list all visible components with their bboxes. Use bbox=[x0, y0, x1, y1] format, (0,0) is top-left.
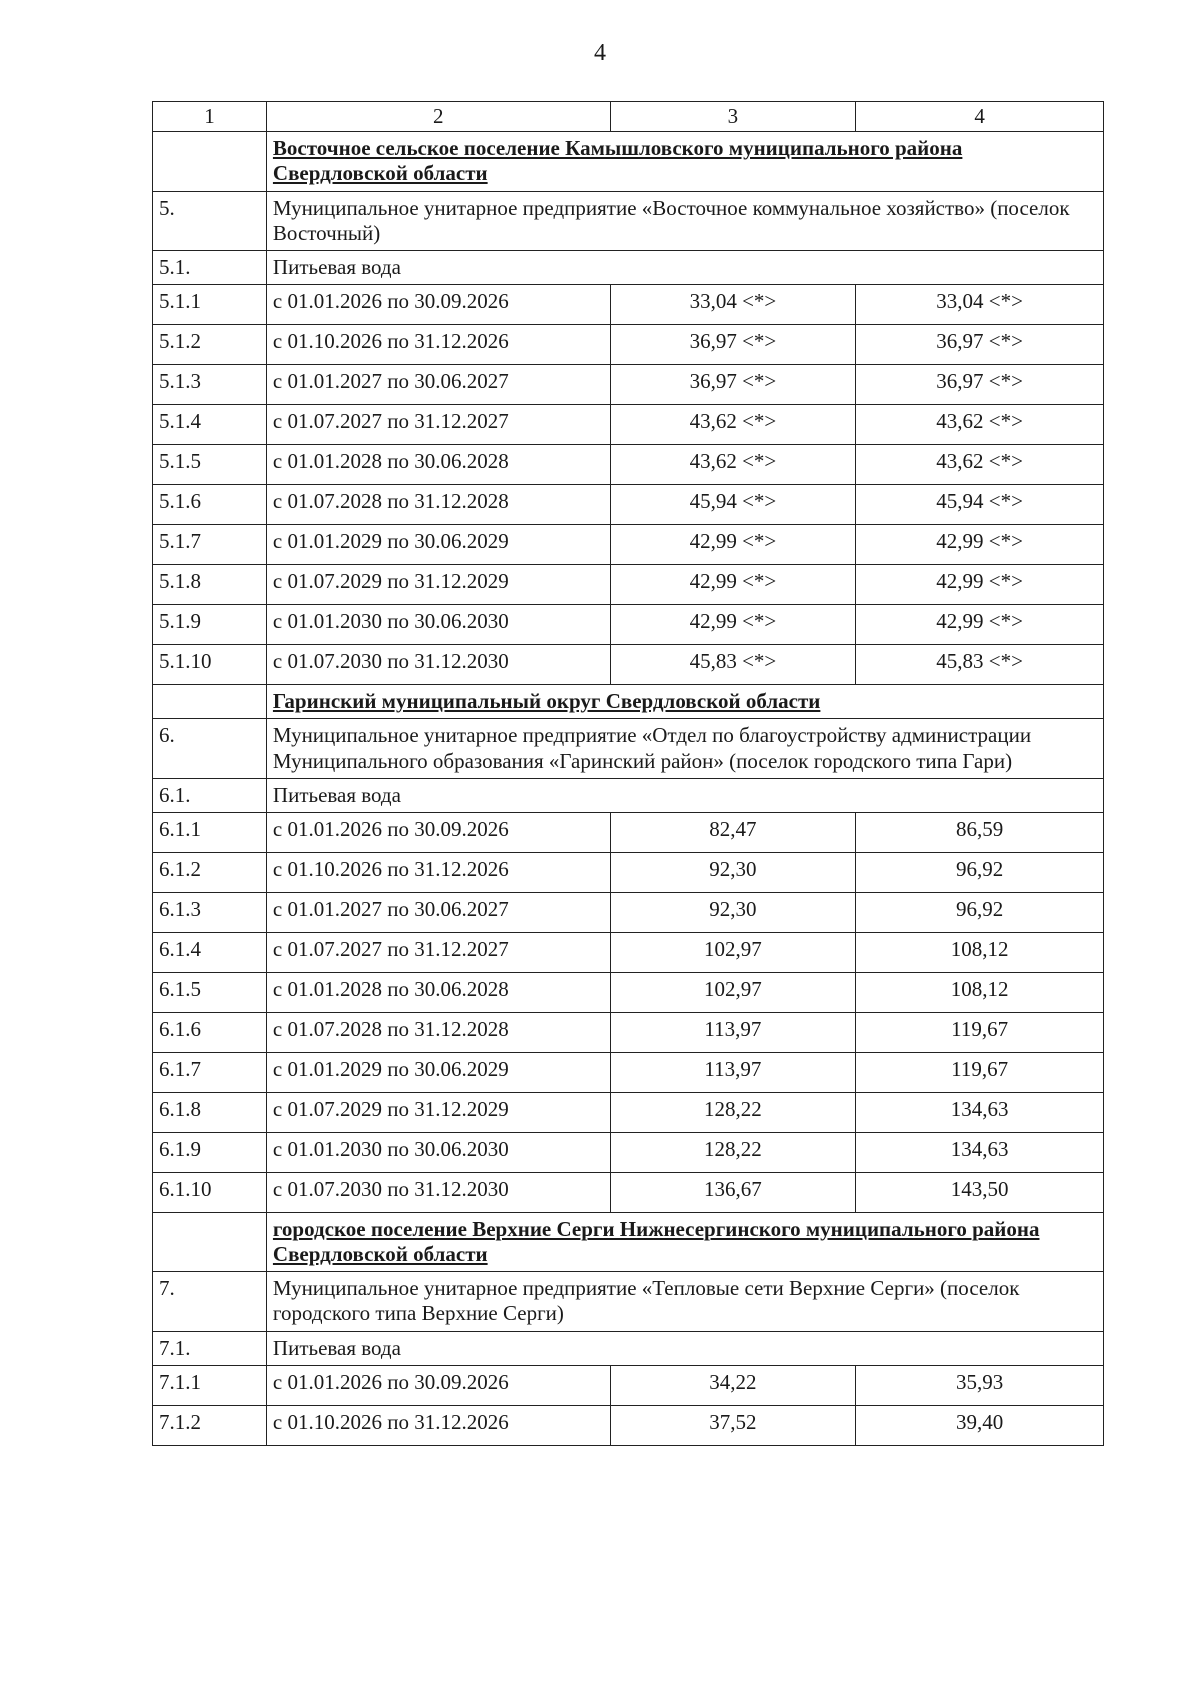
row-number: 6.1.2 bbox=[153, 852, 267, 892]
period-cell: с 01.01.2029 по 30.06.2029 bbox=[266, 525, 610, 565]
tariff-value-col3: 102,97 bbox=[610, 972, 856, 1012]
period-cell: с 01.01.2030 по 30.06.2030 bbox=[266, 1132, 610, 1172]
tariff-value-col3: 113,97 bbox=[610, 1052, 856, 1092]
service-name: Питьевая вода bbox=[266, 1331, 1103, 1365]
tariff-value-col3: 43,62 <*> bbox=[610, 405, 856, 445]
period-cell: с 01.07.2028 по 31.12.2028 bbox=[266, 1012, 610, 1052]
empty-cell bbox=[153, 685, 267, 719]
section-title-row bbox=[153, 685, 1104, 719]
tariff-value-col4: 134,63 bbox=[856, 1092, 1104, 1132]
row-number: 6.1.10 bbox=[153, 1172, 267, 1212]
row-number: 7.1.2 bbox=[153, 1405, 267, 1445]
tariff-value-col4: 43,62 <*> bbox=[856, 445, 1104, 485]
tariff-row bbox=[153, 645, 1104, 685]
page-number: 4 bbox=[594, 40, 606, 66]
tariff-value-col3: 128,22 bbox=[610, 1092, 856, 1132]
tariff-value-col3: 33,04 <*> bbox=[610, 285, 856, 325]
period-cell: с 01.01.2026 по 30.09.2026 bbox=[266, 285, 610, 325]
tariff-row bbox=[153, 365, 1104, 405]
tariff-value-col3: 36,97 <*> bbox=[610, 365, 856, 405]
row-number: 5.1.4 bbox=[153, 405, 267, 445]
service-number: 6.1. bbox=[153, 778, 267, 812]
tariff-row bbox=[153, 1132, 1104, 1172]
period-cell: с 01.01.2028 по 30.06.2028 bbox=[266, 972, 610, 1012]
row-number: 5.1.3 bbox=[153, 365, 267, 405]
tariff-value-col3: 92,30 bbox=[610, 852, 856, 892]
tariff-value-col4: 36,97 <*> bbox=[856, 325, 1104, 365]
empty-cell bbox=[153, 1212, 267, 1271]
tariff-value-col3: 34,22 bbox=[610, 1365, 856, 1405]
tariff-value-col3: 42,99 <*> bbox=[610, 565, 856, 605]
tariff-value-col4: 42,99 <*> bbox=[856, 565, 1104, 605]
tariff-row bbox=[153, 565, 1104, 605]
tariff-row bbox=[153, 605, 1104, 645]
tariff-value-col4: 39,40 bbox=[856, 1405, 1104, 1445]
row-number: 5.1.5 bbox=[153, 445, 267, 485]
period-cell: с 01.01.2026 по 30.09.2026 bbox=[266, 1365, 610, 1405]
period-cell: с 01.07.2030 по 31.12.2030 bbox=[266, 645, 610, 685]
tariff-row bbox=[153, 1365, 1104, 1405]
tariff-value-col4: 45,94 <*> bbox=[856, 485, 1104, 525]
period-cell: с 01.10.2026 по 31.12.2026 bbox=[266, 1405, 610, 1445]
tariff-value-col3: 102,97 bbox=[610, 932, 856, 972]
tariff-value-col3: 43,62 <*> bbox=[610, 445, 856, 485]
tariff-value-col4: 134,63 bbox=[856, 1132, 1104, 1172]
tariff-value-col3: 45,83 <*> bbox=[610, 645, 856, 685]
service-row bbox=[153, 778, 1104, 812]
tariff-value-col4: 33,04 <*> bbox=[856, 285, 1104, 325]
tariff-value-col4: 35,93 bbox=[856, 1365, 1104, 1405]
row-number: 7.1.1 bbox=[153, 1365, 267, 1405]
tariff-value-col4: 108,12 bbox=[856, 972, 1104, 1012]
section-title: Восточное сельское поселение Камышловского муниципального района Свердловской области bbox=[266, 132, 1103, 191]
table-body bbox=[153, 102, 1104, 1446]
tariff-table bbox=[152, 101, 1104, 1446]
tariff-row bbox=[153, 1405, 1104, 1445]
period-cell: с 01.10.2026 по 31.12.2026 bbox=[266, 325, 610, 365]
tariff-value-col3: 136,67 bbox=[610, 1172, 856, 1212]
tariff-value-col3: 42,99 <*> bbox=[610, 605, 856, 645]
tariff-value-col4: 42,99 <*> bbox=[856, 525, 1104, 565]
period-cell: с 01.07.2029 по 31.12.2029 bbox=[266, 1092, 610, 1132]
tariff-row bbox=[153, 1052, 1104, 1092]
period-cell: с 01.01.2027 по 30.06.2027 bbox=[266, 365, 610, 405]
header-cell: 2 bbox=[266, 102, 610, 132]
service-row bbox=[153, 250, 1104, 284]
tariff-value-col4: 143,50 bbox=[856, 1172, 1104, 1212]
tariff-value-col3: 42,99 <*> bbox=[610, 525, 856, 565]
tariff-value-col4: 42,99 <*> bbox=[856, 605, 1104, 645]
organization-number: 6. bbox=[153, 719, 267, 778]
tariff-row bbox=[153, 445, 1104, 485]
section-title: Гаринский муниципальный округ Свердловской области bbox=[266, 685, 1103, 719]
row-number: 6.1.8 bbox=[153, 1092, 267, 1132]
tariff-row bbox=[153, 1172, 1104, 1212]
tariff-row bbox=[153, 892, 1104, 932]
section-title: городское поселение Верхние Серги Нижнесергинского муниципального района Свердловской области bbox=[266, 1212, 1103, 1271]
tariff-value-col4: 96,92 bbox=[856, 892, 1104, 932]
period-cell: с 01.01.2029 по 30.06.2029 bbox=[266, 1052, 610, 1092]
organization-row bbox=[153, 719, 1104, 778]
tariff-value-col4: 45,83 <*> bbox=[856, 645, 1104, 685]
period-cell: с 01.07.2028 по 31.12.2028 bbox=[266, 485, 610, 525]
tariff-row bbox=[153, 1012, 1104, 1052]
tariff-value-col3: 36,97 <*> bbox=[610, 325, 856, 365]
tariff-value-col4: 108,12 bbox=[856, 932, 1104, 972]
organization-row bbox=[153, 1272, 1104, 1331]
tariff-value-col4: 119,67 bbox=[856, 1052, 1104, 1092]
tariff-row bbox=[153, 932, 1104, 972]
header-cell: 1 bbox=[153, 102, 267, 132]
tariff-value-col3: 37,52 bbox=[610, 1405, 856, 1445]
service-row bbox=[153, 1331, 1104, 1365]
section-title-row bbox=[153, 1212, 1104, 1271]
organization-number: 7. bbox=[153, 1272, 267, 1331]
tariff-value-col3: 113,97 bbox=[610, 1012, 856, 1052]
period-cell: с 01.01.2026 по 30.09.2026 bbox=[266, 812, 610, 852]
organization-row bbox=[153, 191, 1104, 250]
row-number: 6.1.9 bbox=[153, 1132, 267, 1172]
tariff-row bbox=[153, 285, 1104, 325]
organization-name: Муниципальное унитарное предприятие «Восточное коммунальное хозяйство» (поселок Восточный) bbox=[266, 191, 1103, 250]
service-number: 7.1. bbox=[153, 1331, 267, 1365]
header-cell: 4 bbox=[856, 102, 1104, 132]
period-cell: с 01.07.2027 по 31.12.2027 bbox=[266, 405, 610, 445]
row-number: 6.1.3 bbox=[153, 892, 267, 932]
period-cell: с 01.01.2027 по 30.06.2027 bbox=[266, 892, 610, 932]
tariff-value-col3: 45,94 <*> bbox=[610, 485, 856, 525]
tariff-value-col4: 86,59 bbox=[856, 812, 1104, 852]
tariff-value-col3: 92,30 bbox=[610, 892, 856, 932]
period-cell: с 01.01.2030 по 30.06.2030 bbox=[266, 605, 610, 645]
organization-name: Муниципальное унитарное предприятие «Отдел по благоустройству администрации Муниципального образования «Гаринский район» (поселок городского типа Гари) bbox=[266, 719, 1103, 778]
row-number: 5.1.6 bbox=[153, 485, 267, 525]
section-title-row bbox=[153, 132, 1104, 191]
tariff-row bbox=[153, 525, 1104, 565]
row-number: 6.1.4 bbox=[153, 932, 267, 972]
service-number: 5.1. bbox=[153, 250, 267, 284]
row-number: 5.1.9 bbox=[153, 605, 267, 645]
row-number: 5.1.8 bbox=[153, 565, 267, 605]
period-cell: с 01.07.2027 по 31.12.2027 bbox=[266, 932, 610, 972]
organization-name: Муниципальное унитарное предприятие «Тепловые сети Верхние Серги» (поселок городского типа Верхние Серги) bbox=[266, 1272, 1103, 1331]
header-cell: 3 bbox=[610, 102, 856, 132]
organization-number: 5. bbox=[153, 191, 267, 250]
row-number: 5.1.10 bbox=[153, 645, 267, 685]
tariff-row bbox=[153, 485, 1104, 525]
tariff-value-col3: 82,47 bbox=[610, 812, 856, 852]
row-number: 6.1.7 bbox=[153, 1052, 267, 1092]
period-cell: с 01.07.2030 по 31.12.2030 bbox=[266, 1172, 610, 1212]
row-number: 6.1.1 bbox=[153, 812, 267, 852]
row-number: 6.1.5 bbox=[153, 972, 267, 1012]
tariff-value-col4: 96,92 bbox=[856, 852, 1104, 892]
row-number: 6.1.6 bbox=[153, 1012, 267, 1052]
tariff-row bbox=[153, 972, 1104, 1012]
tariff-value-col4: 119,67 bbox=[856, 1012, 1104, 1052]
period-cell: с 01.01.2028 по 30.06.2028 bbox=[266, 445, 610, 485]
period-cell: с 01.07.2029 по 31.12.2029 bbox=[266, 565, 610, 605]
tariff-value-col4: 43,62 <*> bbox=[856, 405, 1104, 445]
row-number: 5.1.2 bbox=[153, 325, 267, 365]
tariff-row bbox=[153, 852, 1104, 892]
tariff-row bbox=[153, 1092, 1104, 1132]
tariff-value-col3: 128,22 bbox=[610, 1132, 856, 1172]
header-row bbox=[153, 102, 1104, 132]
tariff-row bbox=[153, 325, 1104, 365]
service-name: Питьевая вода bbox=[266, 250, 1103, 284]
row-number: 5.1.7 bbox=[153, 525, 267, 565]
service-name: Питьевая вода bbox=[266, 778, 1103, 812]
tariff-row bbox=[153, 405, 1104, 445]
tariff-value-col4: 36,97 <*> bbox=[856, 365, 1104, 405]
empty-cell bbox=[153, 132, 267, 191]
period-cell: с 01.10.2026 по 31.12.2026 bbox=[266, 852, 610, 892]
tariff-row bbox=[153, 812, 1104, 852]
row-number: 5.1.1 bbox=[153, 285, 267, 325]
